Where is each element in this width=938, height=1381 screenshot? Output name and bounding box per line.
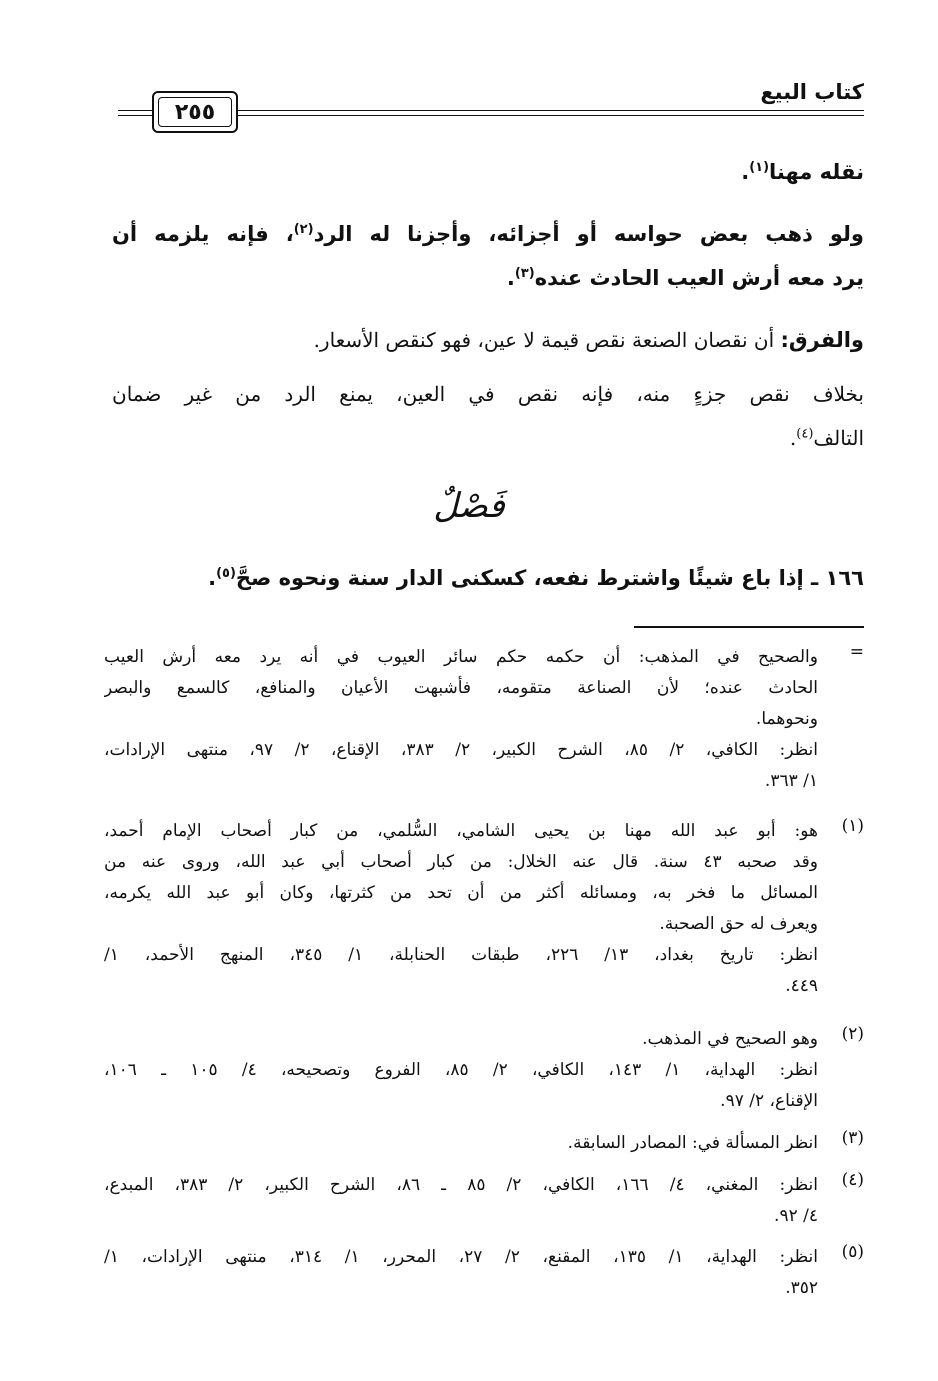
paragraph-4 xyxy=(112,372,864,460)
paragraph-1 xyxy=(112,150,864,194)
footnote-separator xyxy=(634,626,864,628)
footnote-1-marker: (١) xyxy=(841,816,864,836)
header-rule-left xyxy=(118,110,154,116)
footnote-5-marker: (٥) xyxy=(841,1242,864,1262)
footnote-5 xyxy=(104,1242,864,1304)
footnote-line: والصحيح في المذهب: أن حكمه حكم سائر العيوب في أنه يرد معه أرش العيب xyxy=(104,647,818,667)
header-rule xyxy=(232,110,864,116)
footnote-line: المسائل ما فخر به، ومسائله أكثر من أن تحد من كثرتها، وكان أبو عبد الله يكرمه، xyxy=(104,883,818,903)
paragraph-5-text: ١٦٦ ـ إذا باع شيئًا واشترط نفعه، كسكنى الدار سنة ونحوه صحَّ xyxy=(235,566,864,590)
footnote-line: الحادث عنده؛ لأن الصناعة متقومه، فأشبهت الأعيان والمنافع، كالسمع والبصر xyxy=(104,678,818,698)
footnote-ref-1[interactable]: (١) xyxy=(749,160,770,175)
footnote-2 xyxy=(104,1024,864,1117)
footnote-continuation-marker: = xyxy=(849,642,864,662)
footnote-line: ٤/ ٩٢. xyxy=(774,1206,818,1226)
footnote-line: انظر: المغني، ٤/ ١٦٦، الكافي، ٢/ ٨٥ ـ ٨٦، الشرح الكبير، ٢/ ٣٨٣، المبدع، xyxy=(104,1175,818,1195)
paragraph-4-line1: بخلاف نقص جزءٍ منه، فإنه نقص في العين، يمنع الرد من غير ضمان xyxy=(112,382,864,406)
page-number-frame xyxy=(152,91,238,133)
paragraph-3-text: أن نقصان الصنعة نقص قيمة لا عين، فهو كنقص الأسعار. xyxy=(313,328,775,352)
footnote-3 xyxy=(104,1128,864,1159)
footnote-3-marker: (٣) xyxy=(841,1128,864,1148)
paragraph-3 xyxy=(112,318,864,362)
paragraph-5-end: . xyxy=(208,566,217,590)
page-number: ٢٥٥ xyxy=(174,99,216,125)
footnote-line: الإقناع، ٢/ ٩٧. xyxy=(720,1091,818,1111)
footnote-2-marker: (٢) xyxy=(841,1024,864,1044)
footnote-1 xyxy=(104,816,864,1002)
paragraph-4-end: . xyxy=(789,426,797,450)
footnote-line: انظر: الهداية، ١/ ١٣٥، المقنع، ٢/ ٢٧، المحرر، ١/ ٣١٤، منتهى الإرادات، ١/ xyxy=(104,1247,818,1267)
footnote-line: ٣٥٢. xyxy=(785,1278,818,1298)
section-heading: فَصْلٌ xyxy=(433,486,505,526)
paragraph-4-line2: التالف xyxy=(813,426,864,450)
footnote-line: ١/ ٣٦٣. xyxy=(764,771,818,791)
page-header xyxy=(0,0,938,140)
footnote-line: انظر: الهداية، ١/ ١٤٣، الكافي، ٢/ ٨٥، الفروع وتصحيحه، ٤/ ١٠٥ ـ ١٠٦، xyxy=(104,1060,818,1080)
paragraph-3-term: والفرق: xyxy=(780,328,864,352)
footnote-ref-3[interactable]: (٣) xyxy=(514,266,535,281)
footnote-line: انظر المسألة في: المصادر السابقة. xyxy=(567,1133,818,1153)
paragraph-1-end: . xyxy=(741,160,750,184)
paragraph-2-line1-b: ، فإنه يلزمه أن xyxy=(112,222,294,246)
footnote-line: وقد صحبه ٤٣ سنة. قال عنه الخلال: من كبار أصحاب أبي عبد الله، وروى عنه من xyxy=(104,852,818,872)
footnote-4 xyxy=(104,1170,864,1232)
footnote-line: ٤٤٩. xyxy=(785,976,818,996)
footnote-line: انظر: الكافي، ٢/ ٨٥، الشرح الكبير، ٢/ ٣٨٣، الإقناع، ٢/ ٩٧، منتهى الإرادات، xyxy=(104,740,818,760)
paragraph-2-line2-b: . xyxy=(506,266,515,290)
paragraph-1-text: نقله مهنا xyxy=(769,160,864,184)
book-title: كتاب البيع xyxy=(760,80,864,104)
paragraph-2 xyxy=(112,212,864,300)
footnote-line: ويعرف له حق الصحبة. xyxy=(659,914,818,934)
footnote-line: هو: أبو عبد الله مهنا بن يحيى الشامي، السُّلمي، من كبار أصحاب الإمام أحمد، xyxy=(104,821,818,841)
paragraph-2-line1-a: ولو ذهب بعض حواسه أو أجزائه، وأجزنا له الرد xyxy=(313,222,864,246)
paragraph-5 xyxy=(112,556,864,600)
footnote-line: انظر: تاريخ بغداد، ١٣/ ٢٢٦، طبقات الحنابلة، ١/ ٣٤٥، المنهج الأحمد، ١/ xyxy=(104,945,818,965)
footnote-line: وهو الصحيح في المذهب. xyxy=(642,1029,818,1049)
footnote-ref-2[interactable]: (٢) xyxy=(293,222,314,237)
footnote-continuation xyxy=(104,642,864,797)
footnote-ref-4[interactable]: (٤) xyxy=(796,426,814,442)
paragraph-2-line2-a: يرد معه أرش العيب الحادث عنده xyxy=(534,266,864,290)
footnote-line: ونحوهما. xyxy=(755,709,818,729)
footnote-4-marker: (٤) xyxy=(841,1170,864,1190)
footnote-ref-5[interactable]: (٥) xyxy=(216,566,236,581)
